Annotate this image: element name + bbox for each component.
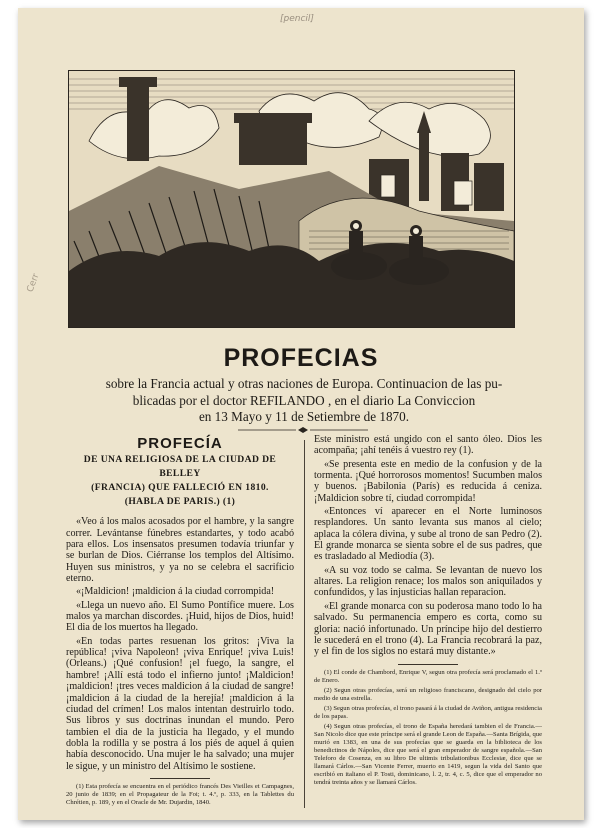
paragraph: «Se presenta este en medio de la confusion y de la tormenta. ¡Qué horrorosos momentos! Sucumben malos y buenos. ¡Babilonia (París) es reducida á ceniza. ¡Maldicion sobre tí, ciudad corrompida! <box>314 458 542 504</box>
paragraph: «El grande monarca con su poderosa mano todo lo ha salvado. Su permanencia empero es corta, como su gloria: nació infortunado. Un príncipe hijo del destierro le sucederá en el trono (4). La Francia recobrará la paz, y el fin de los siglos no estará muy distante.» <box>314 600 542 658</box>
left-column <box>66 434 294 809</box>
subheading-line-3: (HABLA DE PARIS.) (1) <box>124 496 236 508</box>
column-divider <box>304 440 305 808</box>
printed-sheet <box>18 8 584 820</box>
paragraph: «En todas partes resuenan los gritos: ¡Viva la república! ¡viva Napoleon! ¡viva Enrique! ¡viva Luis! (Orleans.) ¡Qué confusion! ¡el fuego, la sangre, el hambre! ¡Allí está todo el infierno junto! ¡Maldicion! ¡maldicion! ¡tres veces maldicion á la ciudad de sangre! ¡maldicion á la ciudad de la herejía! ¡maldicion á la ciudad del crímen! Los malos intentan destruirlo todo. Sus libros y sus doctrinas inundan el mundo. Pero tambien el dia de la justicia ha llegado, y el mundo dobla la rodilla y se postra á los piés de aquel á quien había desconocido. Una mujer le ha salvado; una mujer le sigue, y un ministro del Altísimo le sostiene. <box>66 635 294 772</box>
paragraph: «Entonces ví aparecer en el Norte luminosos resplandores. Un santo levanta sus manos al cielo; aplaca la cólera divina, y sube al trono de san Pedro (2). El grande monarca se sienta sobre el de sus padres, que es trasladado al Mediodía (3). <box>314 506 542 563</box>
paragraph: «A su voz todo se calma. Se levantan de nuevo los altares. La religion renace; los malos son aniquilados y confundidos, y las injusticias hallan reparacion. <box>314 564 542 599</box>
subtitle-line-3: en 13 Mayo y 11 de Setiembre de 1870. <box>198 409 410 424</box>
paragraph: «Veo á los malos acosados por el hambre, y la sangre correr. Levántanse fúnebres estandartes, y todo acabó para ellos. Los insensatos presumen todavía triunfar y se burlan de Dios. Ciérranse los templos del Altísimo. Huyen sus ministros, y ya no se celebra el sacrificio eterno. <box>66 516 294 585</box>
paragraph: «¡Maldicion! ¡maldicion á la ciudad corrompida! <box>76 586 275 598</box>
paragraph: «Llega un nuevo año. El Sumo Pontífice muere. Los malos ya marchan discordes. ¡Huid, hijos de Dios, huid! El dia de los muertos ha llegado. <box>66 599 294 634</box>
ornamental-rule <box>238 427 368 433</box>
right-column <box>314 434 542 789</box>
footnote: (1) Esta profecía se encuentra en el periódico francés Des Vieilles et Campagnes, 20 junio de 1839; en el Propagateur de la Foi; t. 4.º, p. 333, en la Tablettes du Chrétien, p. 189, y en el Oracle de Mr. Dujardin, 1840. <box>66 782 294 806</box>
subtitle-line-2: blicadas por el doctor REFILANDO , en el diario La Conviccion <box>132 392 476 408</box>
footnote: (2) Segun otras profecías, será un religioso franciscano, designado del cielo por medio de una estrella. <box>314 686 542 702</box>
woodcut-battle-illustration <box>68 70 515 328</box>
footnote: (4) Segun otras profecías, el trono de España heredará tambien el de Francia.—San Nicolo dice que este príncipe será el grande Leon de España.—Santa Brígida, que murió en 1383, en una de sus profecías que se guarda en la biblioteca de los benedictinos de Nápoles, dice que será el gran emperador de sangre española.—San Teleforo de Cosenza, en su libro De ultimis tribulationibus Ecclesiæ, dice que se llamará Cárlos.—San Vicente Ferrer, muerto en 1419, segun la vida del Santo que escribió en italiano el P. Tosti, dominicano, l. 2, tr. 4, c. 5, dice que el emperador no tendrá treinta años y se llamará Cárlos. <box>314 722 542 786</box>
paragraph: Este ministro está ungido con el santo óleo. Dios les acompaña; ¡ahí tenéis á vuestro rey (1). <box>314 434 542 457</box>
subtitle <box>84 376 524 426</box>
footnote-rule <box>150 778 210 779</box>
subheading-line-1: DE UNA RELIGIOSA DE LA CIUDAD DE BELLEY <box>83 454 277 480</box>
footnote-rule <box>398 664 458 665</box>
pencil-annotation-side: Cerr <box>25 272 42 294</box>
footnote: (1) El conde de Chambord, Enrique V, segun otra profecía será proclamado el 1.º de Enero. <box>314 668 542 684</box>
section-subheading <box>66 453 294 509</box>
footnote: (3) Segun otras profecías, el trono pasará á la ciudad de Aviñon, antigua residencia de los papas. <box>314 704 542 720</box>
subtitle-line-1: sobre la Francia actual y otras naciones de Europa. Continuacion de las pu- <box>105 376 503 391</box>
pencil-annotation-top: [pencil] <box>280 14 314 24</box>
section-heading: PROFECÍA <box>137 435 223 452</box>
page-title: PROFECIAS <box>223 344 379 372</box>
subheading-line-2: (FRANCIA) QUE FALLECIÓ EN 1810. <box>91 482 269 494</box>
